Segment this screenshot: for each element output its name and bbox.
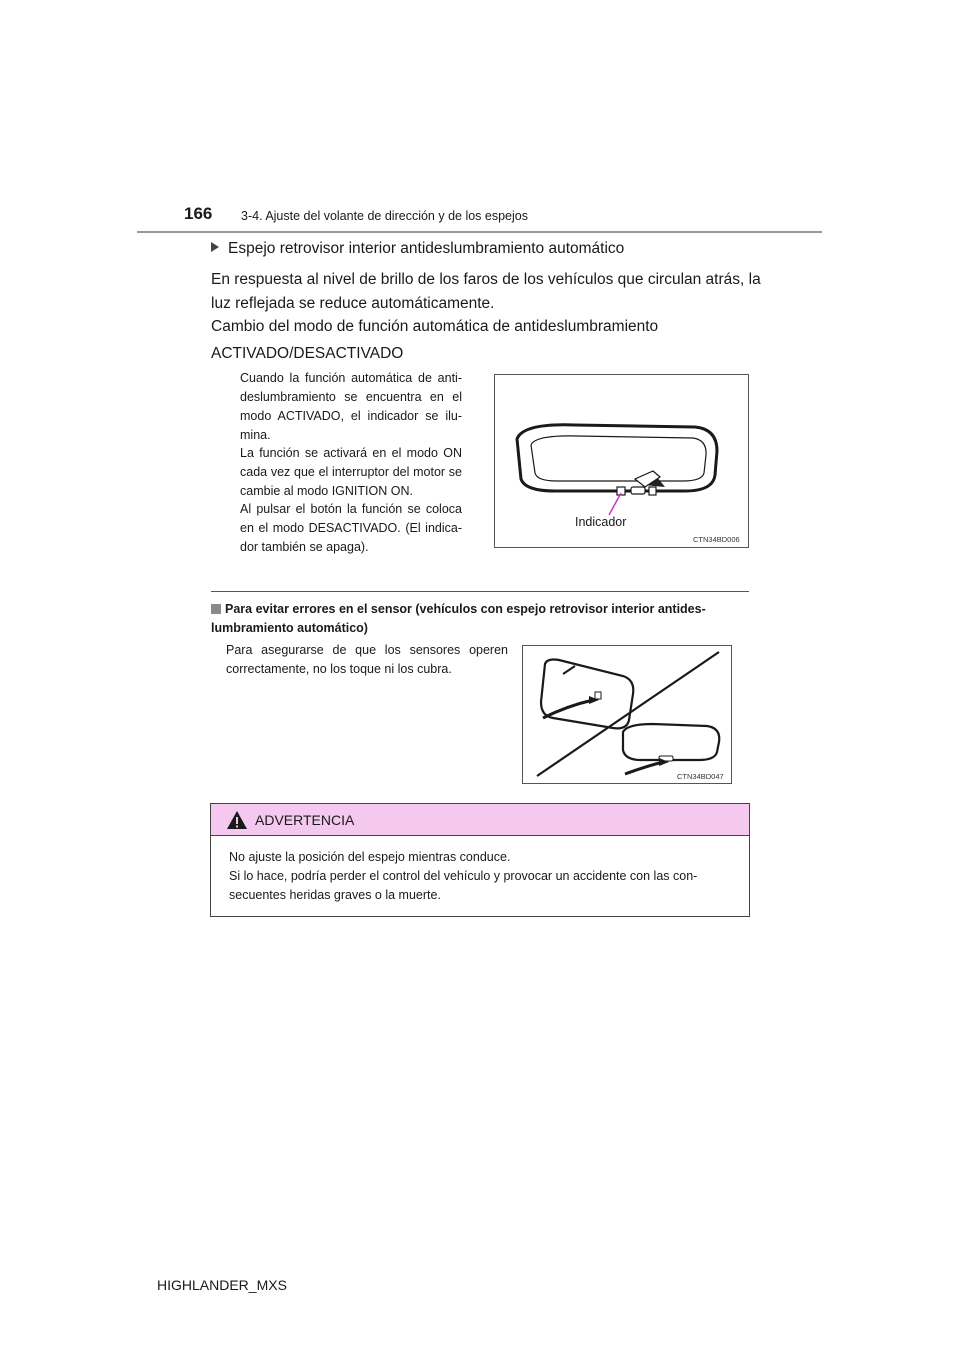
mode-change-paragraph: Cambio del modo de función automática de antideslumbramiento (211, 318, 659, 335)
figure-code: CTN34BD006 (693, 535, 740, 544)
square-bullet-icon (211, 604, 221, 614)
sensor-description: Para asegurarse de que los sensores operen correctamente, no los toque ni los cubra. (226, 643, 508, 676)
triangle-bullet-icon (211, 242, 219, 252)
mode-on-off-paragraph: ACTIVADO/DESACTIVADO (211, 345, 404, 362)
warning-triangle-icon (226, 810, 248, 830)
warning-box (210, 803, 750, 917)
figure-code: CTN34BD047 (677, 772, 724, 781)
bullet-heading (211, 240, 624, 258)
bullet-heading-text: Espejo retrovisor interior antideslumbramiento automático (228, 240, 625, 257)
warning-body (229, 848, 739, 905)
mirror-sensors-illustration (523, 646, 731, 783)
warning-line: No ajuste la posición del espejo mientras conduce. (229, 850, 511, 864)
description-button-off: Al pulsar el botón la función se coloca en el modo DESACTIVADO. (El indica-dor también se apaga). (240, 502, 462, 554)
page-number: 166 (184, 204, 213, 223)
header-rule (137, 231, 822, 233)
subsection-rule (211, 591, 749, 592)
subsection-heading (211, 600, 756, 638)
sensor-location-figure (522, 645, 732, 784)
intro-paragraph: En respuesta al nivel de brillo de los faros de los vehículos que circulan atrás, la luz reflejada se reduce automáticamente. (211, 271, 761, 312)
warning-line: Si lo hace, podría perder el control del vehículo y provocar un accidente con las con-secuentes heridas graves o la muerte. (229, 869, 698, 902)
description-indicator-on: Cuando la función automática de anti-deslumbramiento se encuentra en el modo ACTIVADO, el indicador se ilu-mina. (240, 371, 462, 442)
indicator-label: Indicador (575, 515, 627, 529)
warning-header (211, 804, 749, 836)
footer-model: HIGHLANDER_MXS (157, 1277, 287, 1293)
section-title: 3-4. Ajuste del volante de dirección y de los espejos (241, 209, 528, 223)
subsection-heading-text: Para evitar errores en el sensor (vehículos con espejo retrovisor interior antides-lumbramiento automático) (211, 602, 706, 635)
warning-title: ADVERTENCIA (255, 812, 355, 828)
description-ignition-on: La función se activará en el modo ON cada vez que el interruptor del motor se cambie al modo IGNITION ON. (240, 446, 462, 498)
